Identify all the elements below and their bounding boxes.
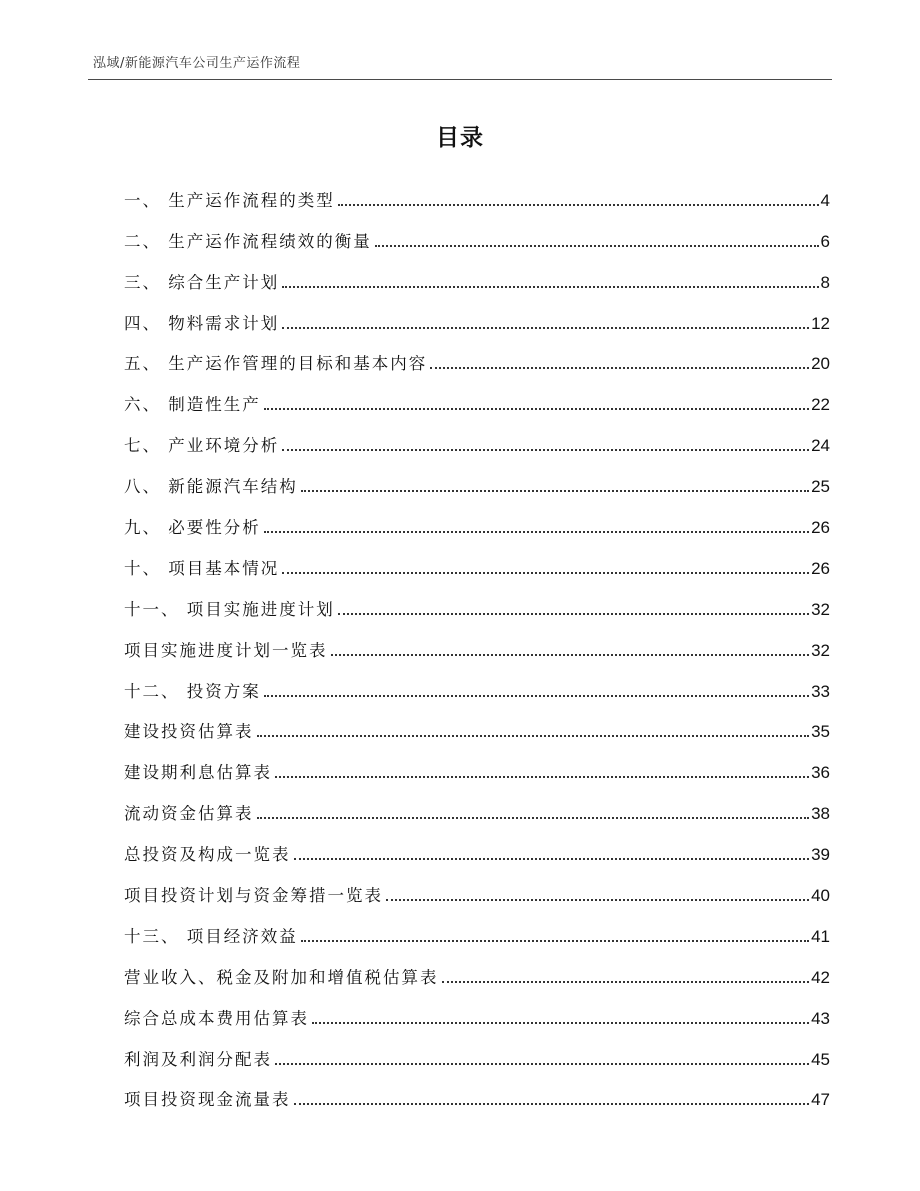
table-of-contents — [124, 170, 830, 1110]
toc-entry[interactable] — [124, 579, 830, 620]
toc-dot-leader — [312, 1022, 809, 1024]
toc-entry-page-number: 36 — [811, 763, 830, 783]
toc-entry-page-number: 20 — [811, 354, 830, 374]
toc-entry-label: 建设投资估算表 — [124, 722, 254, 742]
toc-entry-page-number: 32 — [811, 640, 830, 660]
toc-entry-label: 利润及利润分配表 — [124, 1049, 272, 1069]
toc-entry[interactable] — [124, 456, 830, 497]
toc-entry-page-number: 40 — [811, 886, 830, 906]
toc-entry[interactable] — [124, 620, 830, 661]
toc-entry-label: 五、 生产运作管理的目标和基本内容 — [124, 354, 428, 374]
toc-entry[interactable] — [124, 661, 830, 702]
toc-dot-leader — [301, 490, 809, 492]
toc-dot-leader — [331, 654, 810, 656]
toc-entry[interactable] — [124, 211, 830, 252]
toc-dot-leader — [430, 367, 809, 369]
toc-entry-label: 三、 综合生产计划 — [124, 272, 280, 292]
toc-entry-label: 综合总成本费用估算表 — [124, 1008, 309, 1028]
page-header: 泓域/新能源汽车公司生产运作流程 — [93, 56, 301, 71]
toc-entry-page-number: 26 — [811, 518, 830, 538]
toc-entry[interactable] — [124, 947, 830, 988]
toc-dot-leader — [275, 776, 809, 778]
toc-dot-leader — [282, 572, 809, 574]
toc-title: 目录 — [436, 125, 484, 151]
toc-entry-label: 十二、 投资方案 — [124, 681, 261, 701]
toc-entry-page-number: 33 — [811, 681, 830, 701]
toc-entry[interactable] — [124, 988, 830, 1029]
toc-entry-page-number: 6 — [820, 231, 830, 251]
toc-entry-label: 总投资及构成一览表 — [124, 845, 291, 865]
toc-entry-label: 六、 制造性生产 — [124, 395, 261, 415]
toc-dot-leader — [275, 1063, 809, 1065]
toc-entry-page-number: 38 — [811, 804, 830, 824]
toc-entry-label: 流动资金估算表 — [124, 804, 254, 824]
toc-entry-page-number: 4 — [820, 190, 830, 210]
toc-entry[interactable] — [124, 1029, 830, 1070]
toc-entry[interactable] — [124, 865, 830, 906]
toc-dot-leader — [264, 695, 809, 697]
toc-dot-leader — [257, 817, 810, 819]
toc-entry-page-number: 25 — [811, 477, 830, 497]
toc-entry-page-number: 12 — [811, 313, 830, 333]
toc-entry-label: 七、 产业环境分析 — [124, 436, 280, 456]
toc-entry[interactable] — [124, 824, 830, 865]
toc-entry-label: 二、 生产运作流程绩效的衡量 — [124, 231, 372, 251]
toc-dot-leader — [282, 449, 809, 451]
toc-entry[interactable] — [124, 497, 830, 538]
toc-dot-leader — [282, 286, 818, 288]
toc-entry[interactable] — [124, 742, 830, 783]
toc-entry-label: 十、 项目基本情况 — [124, 558, 280, 578]
toc-entry[interactable] — [124, 293, 830, 334]
toc-entry[interactable] — [124, 1070, 830, 1111]
toc-entry[interactable] — [124, 906, 830, 947]
toc-dot-leader — [386, 899, 809, 901]
toc-dot-leader — [375, 245, 819, 247]
toc-entry-page-number: 22 — [811, 395, 830, 415]
header-divider — [88, 79, 832, 80]
toc-entry[interactable] — [124, 783, 830, 824]
toc-entry-label: 八、 新能源汽车结构 — [124, 477, 298, 497]
toc-entry-label: 四、 物料需求计划 — [124, 313, 280, 333]
toc-entry-label: 营业收入、税金及附加和增值税估算表 — [124, 967, 439, 987]
toc-entry-label: 九、 必要性分析 — [124, 518, 261, 538]
toc-dot-leader — [442, 981, 810, 983]
toc-entry-label: 项目投资现金流量表 — [124, 1090, 291, 1110]
toc-entry-label: 建设期利息估算表 — [124, 763, 272, 783]
toc-entry-page-number: 41 — [811, 926, 830, 946]
toc-dot-leader — [301, 940, 809, 942]
toc-entry[interactable] — [124, 252, 830, 293]
toc-entry-label: 项目投资计划与资金筹措一览表 — [124, 886, 383, 906]
toc-entry[interactable] — [124, 374, 830, 415]
toc-entry-label: 项目实施进度计划一览表 — [124, 640, 328, 660]
toc-dot-leader — [294, 858, 810, 860]
toc-entry-page-number: 42 — [811, 967, 830, 987]
toc-dot-leader — [282, 327, 809, 329]
toc-entry-page-number: 45 — [811, 1049, 830, 1069]
toc-entry-label: 十一、 项目实施进度计划 — [124, 599, 335, 619]
toc-dot-leader — [264, 531, 809, 533]
toc-entry-page-number: 47 — [811, 1090, 830, 1110]
toc-entry-page-number: 43 — [811, 1008, 830, 1028]
toc-dot-leader — [264, 408, 809, 410]
toc-entry-page-number: 8 — [820, 272, 830, 292]
toc-entry-page-number: 24 — [811, 436, 830, 456]
toc-entry-page-number: 39 — [811, 845, 830, 865]
toc-entry[interactable] — [124, 334, 830, 375]
toc-entry-page-number: 35 — [811, 722, 830, 742]
toc-dot-leader — [294, 1103, 810, 1105]
toc-dot-leader — [257, 735, 810, 737]
toc-entry-page-number: 32 — [811, 599, 830, 619]
toc-dot-leader — [338, 204, 819, 206]
toc-entry-label: 十三、 项目经济效益 — [124, 926, 298, 946]
toc-dot-leader — [338, 613, 809, 615]
toc-entry[interactable] — [124, 170, 830, 211]
toc-entry-page-number: 26 — [811, 558, 830, 578]
toc-entry[interactable] — [124, 538, 830, 579]
toc-entry-label: 一、 生产运作流程的类型 — [124, 190, 335, 210]
toc-entry[interactable] — [124, 702, 830, 743]
toc-entry[interactable] — [124, 415, 830, 456]
